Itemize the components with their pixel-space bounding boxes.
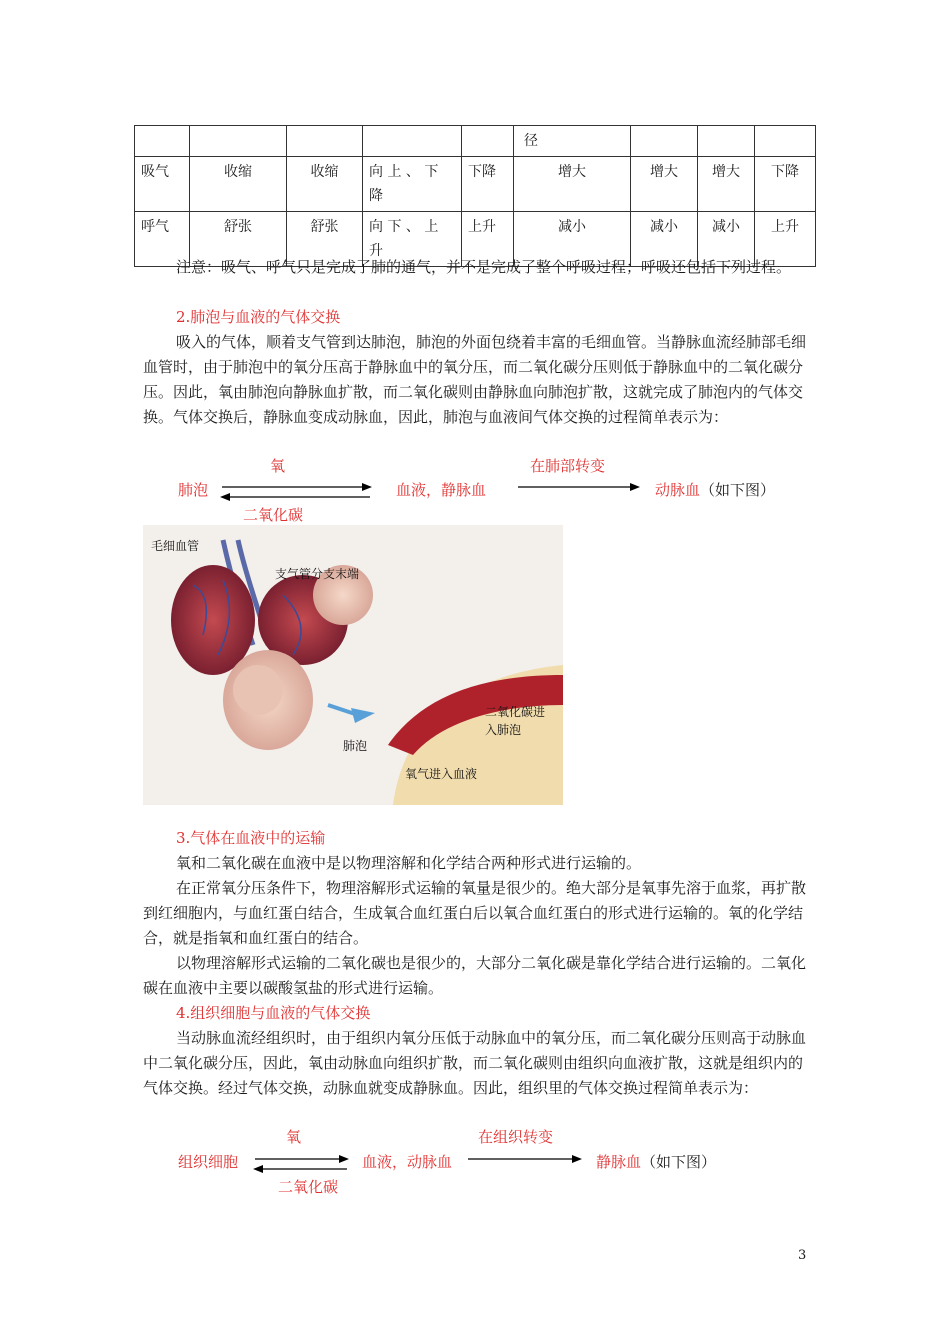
table-cell: 吸气 <box>135 157 190 212</box>
section-3-heading: 3.气体在血液中的运输 <box>176 829 326 847</box>
section-4-heading: 4.组织细胞与血液的气体交换 <box>176 1004 371 1022</box>
section-3-paragraph-2: 在正常氧分压条件下，物理溶解形式运输的氧量是很少的。绝大部分是氧事先溶于血浆，再扩散到红细胞内，与血红蛋白结合，生成氧合血红蛋白后以氧合血红蛋白的形式进行运输的。氧的化学结合，就是指氧和血红蛋白的结合。 <box>143 879 807 947</box>
table-cell: 舒张 <box>190 212 287 267</box>
flow-double-arrow <box>251 1152 351 1176</box>
table-cell: 收缩 <box>190 157 287 212</box>
table-cell <box>631 126 698 157</box>
table-cell: 增大 <box>514 157 631 212</box>
table-cell: 减小 <box>698 212 755 267</box>
table-cell: 下降 <box>755 157 816 212</box>
table-cell: 向 下 、 上 升 <box>363 212 462 267</box>
flow-middle: 血液，静脉血 <box>396 481 487 499</box>
label-alveolus: 肺泡 <box>343 739 368 753</box>
table-cell: 下降 <box>462 157 514 212</box>
table-cell: 呼气 <box>135 212 190 267</box>
table-cell: 减小 <box>631 212 698 267</box>
flow-oxygen-label: 氧 <box>270 457 286 475</box>
flow-double-arrow <box>218 480 374 504</box>
flow-co2-label: 二氧化碳 <box>278 1178 339 1196</box>
section-2-paragraph: 吸入的气体，顺着支气管到达肺泡，肺泡的外面包绕着丰富的毛细血管。当静脉血流经肺部毛细血管时，由于肺泡中的氧分压高于静脉血中的氧分压，而二氧化碳分压则低于静脉血中的二氧化碳分压。因此，氧由肺泡向静脉血扩散，而二氧化碳则由静脉血向肺泡扩散，这就完成了肺泡内的气体交换。气体交换后，静脉血变成动脉血，因此，肺泡与血液间气体交换的过程简单表示为： <box>143 333 807 426</box>
flow-suffix: （如下图） <box>641 1153 717 1171</box>
flow-middle: 血液，动脉血 <box>362 1153 453 1171</box>
table-row <box>135 157 816 212</box>
table-cell: 径 <box>514 126 631 157</box>
table-cell <box>755 126 816 157</box>
page-number: 3 <box>798 1248 807 1263</box>
flow-source: 肺泡 <box>178 481 209 499</box>
section-2-heading: 2.肺泡与血液的气体交换 <box>176 308 341 326</box>
section-3-paragraph-3: 以物理溶解形式运输的二氧化碳也是很少的，大部分二氧化碳是靠化学结合进行运输的。二氧化碳在血液中主要以碳酸氢盐的形式进行运输。 <box>143 954 807 997</box>
table-cell <box>698 126 755 157</box>
label-capillary: 毛细血管 <box>151 539 200 553</box>
flow-transform-label: 在组织转变 <box>478 1128 554 1146</box>
table-cell: 向 上 、 下 降 <box>363 157 462 212</box>
flow-result: 静脉血 <box>596 1153 642 1171</box>
flow-arrow <box>518 480 642 494</box>
table-cell: 上升 <box>462 212 514 267</box>
table-cell: 舒张 <box>287 212 363 267</box>
table-row <box>135 126 816 157</box>
section-3-paragraph-1: 氧和二氧化碳在血液中是以物理溶解和化学结合两种形式进行运输的。 <box>176 854 642 872</box>
flow-result: 动脉血 <box>655 481 701 499</box>
label-bronchiole: 支气管分支末端 <box>275 567 360 581</box>
flow-suffix: （如下图） <box>700 481 776 499</box>
label-co2-to-alveolus: 二氧化碳进入肺泡 <box>485 705 546 737</box>
table-cell <box>287 126 363 157</box>
respiration-table <box>134 125 816 267</box>
table-cell: 增大 <box>698 157 755 212</box>
section-4-paragraph: 当动脉血流经组织时，由于组织内氧分压低于动脉血中的氧分压，而二氧化碳分压则高于动脉血中二氧化碳分压，因此，氧由动脉血向组织扩散，而二氧化碳则由组织向血液扩散，这就是组织内的气体交换。经过气体交换，动脉血就变成静脉血。因此，组织里的气体交换过程简单表示为： <box>143 1029 807 1097</box>
flow-source: 组织细胞 <box>178 1153 239 1171</box>
note-paragraph: 注意：吸气、呼气只是完成了肺的通气，并不是完成了整个呼吸过程；呼吸还包括下列过程。 <box>176 258 792 276</box>
table-cell <box>135 126 190 157</box>
table-cell <box>363 126 462 157</box>
flow-transform-label: 在肺部转变 <box>530 457 606 475</box>
table-cell: 收缩 <box>287 157 363 212</box>
table-cell: 上升 <box>755 212 816 267</box>
alveolus-figure <box>143 525 563 805</box>
table-cell <box>462 126 514 157</box>
label-o2-to-blood: 氧气进入血液 <box>405 767 478 781</box>
flow-arrow <box>468 1152 584 1166</box>
table-cell: 增大 <box>631 157 698 212</box>
table-cell: 减小 <box>514 212 631 267</box>
table-cell <box>190 126 287 157</box>
flow-co2-label: 二氧化碳 <box>243 506 304 524</box>
flow-oxygen-label: 氧 <box>286 1128 302 1146</box>
